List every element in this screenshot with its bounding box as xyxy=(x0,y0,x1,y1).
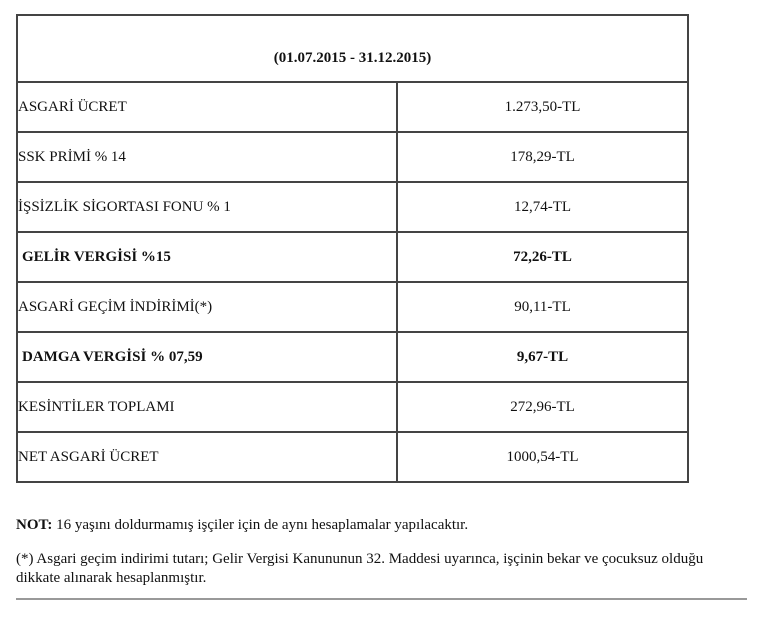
table-row xyxy=(17,432,688,482)
note-text: 16 yaşını doldurmamış işçiler için de aynı hesaplamalar yapılacaktır. xyxy=(52,517,469,533)
horizontal-divider xyxy=(16,598,747,600)
period-header: (01.07.2015 - 31.12.2015) xyxy=(17,15,688,82)
table-row xyxy=(17,232,688,282)
note-paragraph xyxy=(16,516,746,535)
table-header-row xyxy=(17,15,688,82)
table-row xyxy=(17,132,688,182)
minimum-wage-table xyxy=(16,14,689,483)
table-row xyxy=(17,382,688,432)
table-row xyxy=(17,332,688,382)
row-value: 1000,54-TL xyxy=(397,432,688,482)
row-label: ASGARİ ÜCRET xyxy=(17,82,397,132)
table-row xyxy=(17,282,688,332)
row-value: 1.273,50-TL xyxy=(397,82,688,132)
footnote-paragraph: (*) Asgari geçim indirimi tutarı; Gelir Vergisi Kanununun 32. Maddesi uyarınca, işçinin bekar ve çocuksuz olduğu dikkate alınarak hesaplanmıştır. xyxy=(16,551,704,586)
table-row xyxy=(17,82,688,132)
row-value: 72,26-TL xyxy=(397,232,688,282)
row-label: KESİNTİLER TOPLAMI xyxy=(17,382,397,432)
row-value: 272,96-TL xyxy=(397,382,688,432)
row-value: 12,74-TL xyxy=(397,182,688,232)
row-label: DAMGA VERGİSİ % 07,59 xyxy=(17,332,397,382)
row-value: 178,29-TL xyxy=(397,132,688,182)
table-row xyxy=(17,182,688,232)
row-label: ASGARİ GEÇİM İNDİRİMİ(*) xyxy=(17,282,397,332)
row-label: NET ASGARİ ÜCRET xyxy=(17,432,397,482)
note-label: NOT: xyxy=(16,517,53,533)
row-value: 90,11-TL xyxy=(397,282,688,332)
notes-section xyxy=(16,516,746,603)
row-label: GELİR VERGİSİ %15 xyxy=(17,232,397,282)
row-value: 9,67-TL xyxy=(397,332,688,382)
row-label: İŞSİZLİK SİGORTASI FONU % 1 xyxy=(17,182,397,232)
row-label: SSK PRİMİ % 14 xyxy=(17,132,397,182)
